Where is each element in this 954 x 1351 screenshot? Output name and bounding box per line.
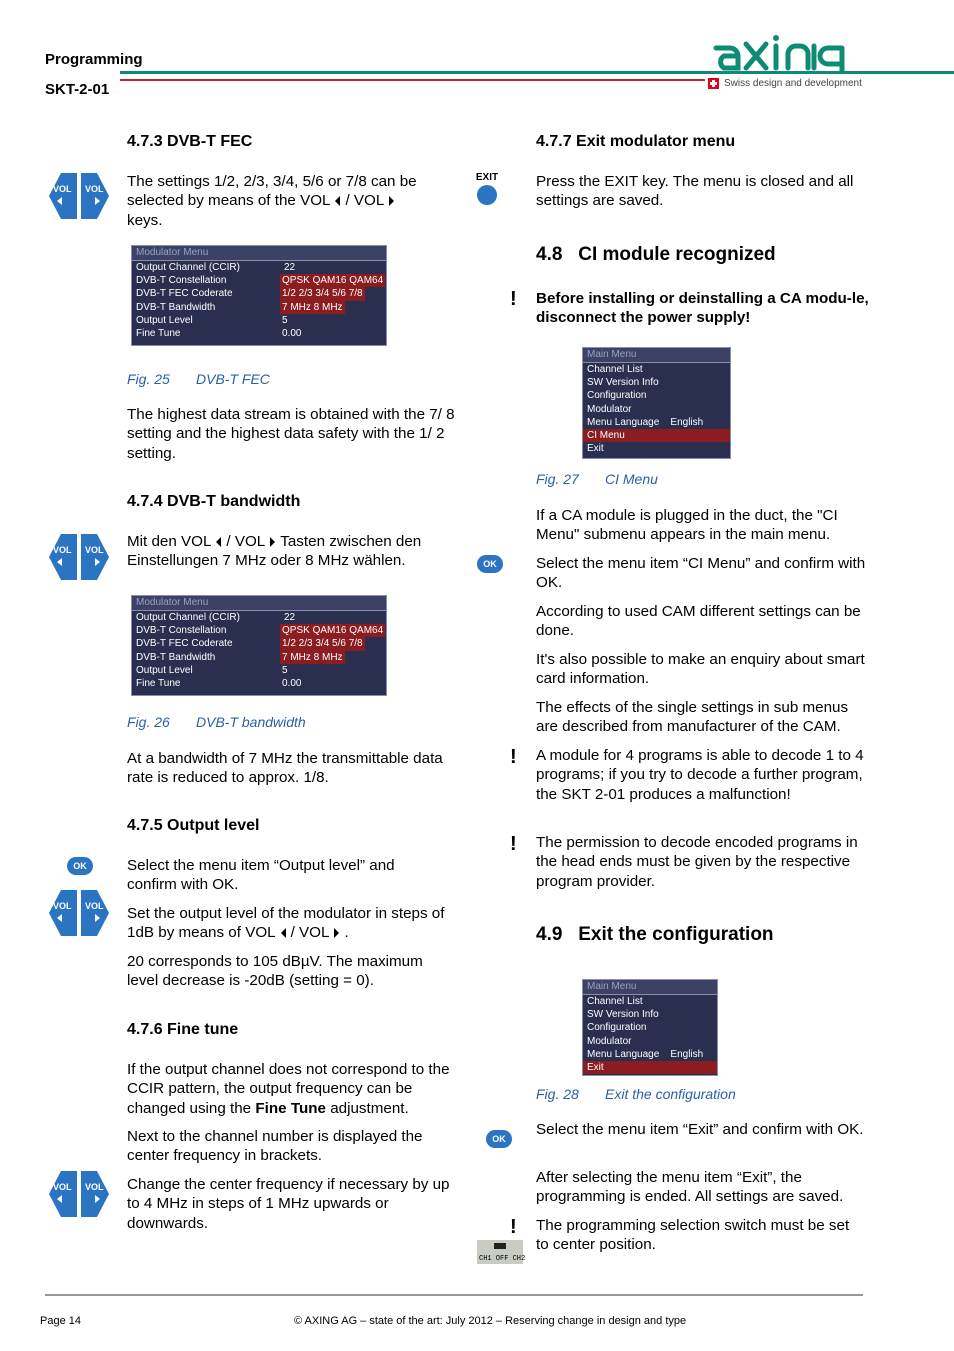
vol-right-icon — [389, 196, 394, 206]
s48-p1: If a CA module is plugged in the duct, the "CI Menu" submenu appears in the main menu. — [536, 507, 838, 544]
warning-icon: ! — [510, 288, 517, 310]
vol-keys-icon — [47, 171, 111, 221]
figure-caption-28: Fig. 28 Exit the configuration — [536, 1086, 736, 1102]
warning-icon: ! — [510, 746, 517, 768]
ok-key-icon: OK — [477, 555, 503, 573]
svg-text:VOL: VOL — [53, 901, 72, 911]
svg-text:VOL: VOL — [85, 184, 104, 194]
figure-caption-26: Fig. 26 DVB-T bandwidth — [127, 714, 306, 730]
section-title-49: 4.9 Exit the configuration — [536, 924, 774, 945]
vol-keys-icon — [47, 1169, 111, 1219]
header-rule-red — [120, 79, 705, 81]
page-number: Page 14 — [40, 1315, 81, 1327]
s474-p1: Mit den VOL / VOL Tasten zwischen den Einstellungen 7 MHz oder 8 MHz wählen. — [127, 533, 422, 570]
svg-text:VOL: VOL — [53, 545, 72, 555]
s476-p3: Change the center frequency if necessary by up to 4 MHz in steps of 1 MHz upwards or downwards. — [127, 1176, 450, 1232]
s48-p3: According to used CAM different settings can be done. — [536, 603, 861, 640]
s474-p2: At a bandwidth of 7 MHz the transmittable data rate is reduced to approx. 1/8. — [127, 750, 443, 787]
s48-p5: The effects of the single settings in sub menus are described from manufacturer of the CAM. — [536, 699, 849, 736]
vol-right-icon — [334, 928, 339, 938]
footer-rule — [45, 1294, 863, 1296]
swiss-tagline — [708, 78, 862, 89]
ok-key-icon: OK — [67, 857, 93, 875]
s48-p2: Select the menu item “CI Menu” and confirm with OK. — [536, 555, 866, 592]
vol-left-icon — [281, 928, 286, 938]
svg-text:VOL: VOL — [85, 545, 104, 555]
tagline-text: Swiss design and development — [724, 78, 862, 89]
section-title-476: 4.7.6 Fine tune — [127, 1021, 239, 1038]
warning-icon: ! — [510, 1216, 517, 1238]
section-title-477: 4.7.7 Exit modulator menu — [536, 133, 736, 150]
main-menu-exit-screenshot: Main Menu Channel List SW Version Info Configuration Modulator Menu Language English Exit — [582, 979, 718, 1076]
main-menu-screenshot: Main Menu Channel List SW Version Info Configuration Modulator Menu Language English CI Menu Exit — [582, 347, 731, 459]
swiss-flag-icon — [708, 78, 719, 89]
s475-p1: Select the menu item “Output level” and confirm with OK. — [127, 857, 395, 894]
s475-p3: 20 corresponds to 105 dBµV. The maximum level decrease is -20dB (setting = 0). — [127, 953, 423, 990]
vol-keys-icon — [47, 532, 111, 582]
vol-right-icon — [270, 537, 275, 547]
figure-caption-25: Fig. 25 DVB-T FEC — [127, 371, 270, 387]
vol-keys-icon — [47, 888, 111, 938]
section-title-48: 4.8 CI module recognized — [536, 244, 776, 265]
vol-left-icon — [216, 537, 221, 547]
s49-p2: After selecting the menu item “Exit”, the programming is ended. All settings are saved. — [536, 1169, 844, 1206]
header-section: Programming — [45, 51, 143, 68]
s49-p1: Select the menu item “Exit” and confirm with OK. — [536, 1121, 864, 1138]
ok-key-icon: OK — [486, 1130, 512, 1148]
footer-copyright: © AXING AG – state of the art: July 2012 – Reserving change in design and type — [294, 1315, 687, 1327]
s48-warning3: The permission to decode encoded programs in the head ends must be given by the respective program provider. — [536, 834, 858, 890]
s475-p2: Set the output level of the modulator in steps of 1dB by means of VOL / VOL . — [127, 905, 445, 942]
header-model: SKT-2-01 — [45, 81, 110, 98]
modulator-menu-screenshot: Modulator Menu Output Channel (CCIR) 22 DVB-T Constellation QPSK QAM16 QAM64 DVB-T FEC Coderate 1/2 2/3 3/4 5/6 7/8 DVB-T Bandwidth 7 MHz 8 MHz Output Level 5 Fine Tune 0.00 — [131, 245, 387, 346]
selection-switch-icon: CH1 OFF CH2 — [477, 1240, 523, 1264]
svg-text:VOL: VOL — [53, 184, 72, 194]
section-title-475: 4.7.5 Output level — [127, 817, 260, 834]
modulator-menu-screenshot: Modulator Menu Output Channel (CCIR) 22 DVB-T Constellation QPSK QAM16 QAM64 DVB-T FEC Coderate 1/2 2/3 3/4 5/6 7/8 DVB-T Bandwidth 7 MHz 8 MHz Output Level 5 Fine Tune 0.00 — [131, 595, 387, 696]
s48-p4: It's also possible to make an enquiry about smart card information. — [536, 651, 865, 688]
s473-p2: The highest data stream is obtained with the 7/ 8 setting and the highest data safety with the 1/ 2 setting. — [127, 406, 455, 462]
s48-warning2: A module for 4 programs is able to decode 1 to 4 programs; if you try to decode a further program, the SKT 2-01 produces a malfunction! — [536, 747, 864, 803]
exit-key-icon: EXIT — [475, 172, 499, 205]
section-title-473: 4.7.3 DVB-T FEC — [127, 133, 253, 150]
axing-logo — [712, 34, 877, 74]
s477-p1: Press the EXIT key. The menu is closed and all settings are saved. — [536, 173, 854, 210]
figure-caption-27: Fig. 27 CI Menu — [536, 471, 658, 487]
vol-left-icon — [335, 196, 340, 206]
s49-warning: The programming selection switch must be set to center position. — [536, 1217, 850, 1254]
s476-p1: If the output channel does not correspond to the CCIR pattern, the output frequency can be changed using the Fine Tune adjustment. — [127, 1061, 450, 1117]
s476-p2: Next to the channel number is displayed the center frequency in brackets. — [127, 1128, 423, 1165]
svg-text:VOL: VOL — [85, 901, 104, 911]
s48-warning1: Before installing or deinstalling a CA modu-le, disconnect the power supply! — [536, 290, 869, 327]
warning-icon: ! — [510, 833, 517, 855]
svg-text:VOL: VOL — [85, 1182, 104, 1192]
svg-text:VOL: VOL — [53, 1182, 72, 1192]
section-title-474: 4.7.4 DVB-T bandwidth — [127, 493, 301, 510]
s473-p1: The settings 1/2, 2/3, 3/4, 5/6 or 7/8 can be selected by means of the VOL / VOL keys. — [127, 173, 417, 229]
